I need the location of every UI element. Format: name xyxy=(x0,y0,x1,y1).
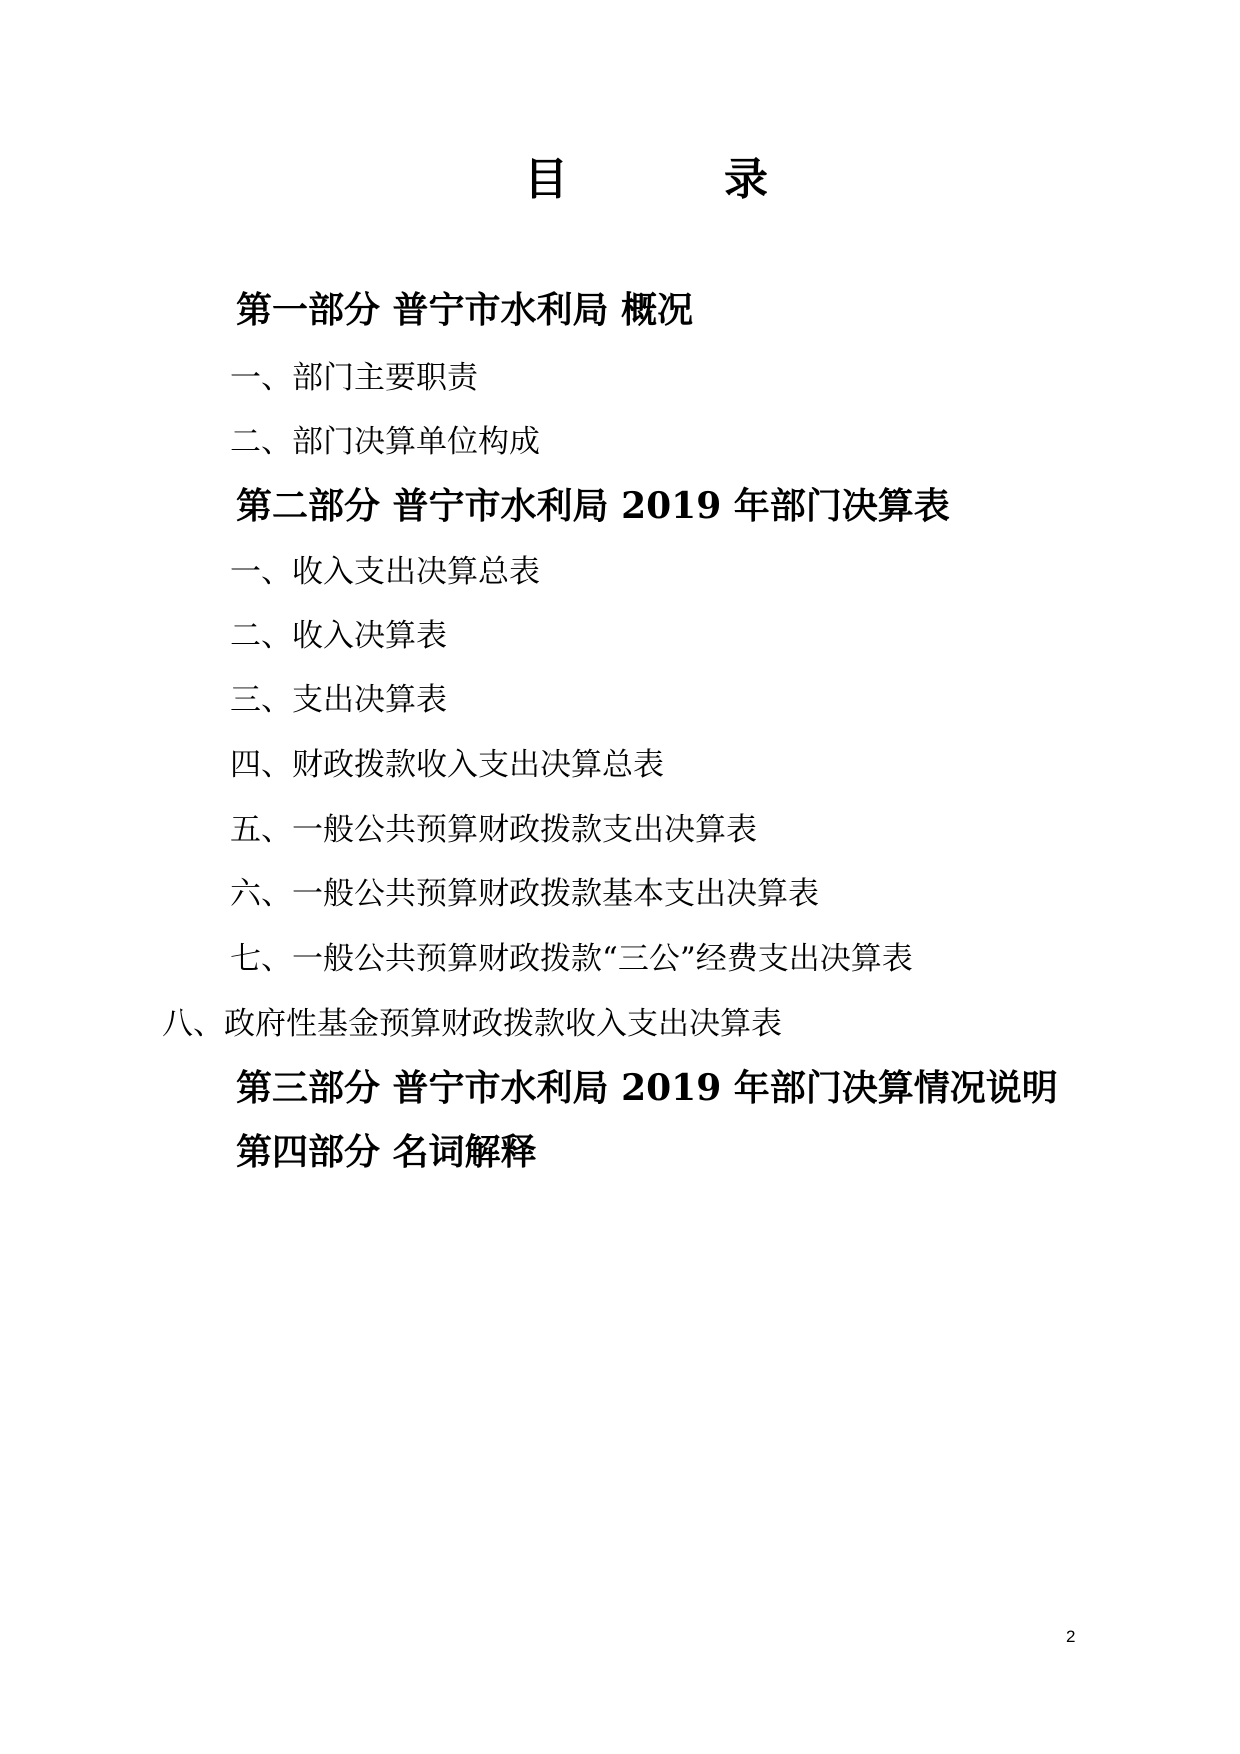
toc-item-2-2: 二、收入决算表 xyxy=(230,618,447,654)
toc-part-3: 第三部分 普宁市水利局 2019 年部门决算情况说明 xyxy=(236,1067,1058,1109)
toc-item-2-6: 六、一般公共预算财政拨款基本支出决算表 xyxy=(230,876,819,912)
toc-item-2-1: 一、收入支出决算总表 xyxy=(230,554,540,590)
toc-item-2-7: 七、一般公共预算财政拨款“三公”经费支出决算表 xyxy=(230,941,913,977)
toc-part-1: 第一部分 普宁市水利局 概况 xyxy=(236,289,694,331)
toc-title xyxy=(0,150,1240,210)
toc-item-2-8: 八、政府性基金预算财政拨款收入支出决算表 xyxy=(162,1006,782,1042)
toc-part-4: 第四部分 名词解释 xyxy=(236,1131,537,1173)
toc-item-1-1: 一、部门主要职责 xyxy=(230,360,478,396)
toc-title-char-2: 录 xyxy=(724,154,768,205)
toc-item-1-2: 二、部门决算单位构成 xyxy=(230,424,540,460)
toc-item-2-5: 五、一般公共预算财政拨款支出决算表 xyxy=(230,812,757,848)
page-number: 2 xyxy=(1066,1627,1076,1646)
toc-item-2-4: 四、财政拨款收入支出决算总表 xyxy=(230,747,664,783)
toc-item-2-3: 三、支出决算表 xyxy=(230,682,447,718)
toc-title-char-1: 目 xyxy=(524,154,568,205)
toc-part-2: 第二部分 普宁市水利局 2019 年部门决算表 xyxy=(236,485,950,527)
